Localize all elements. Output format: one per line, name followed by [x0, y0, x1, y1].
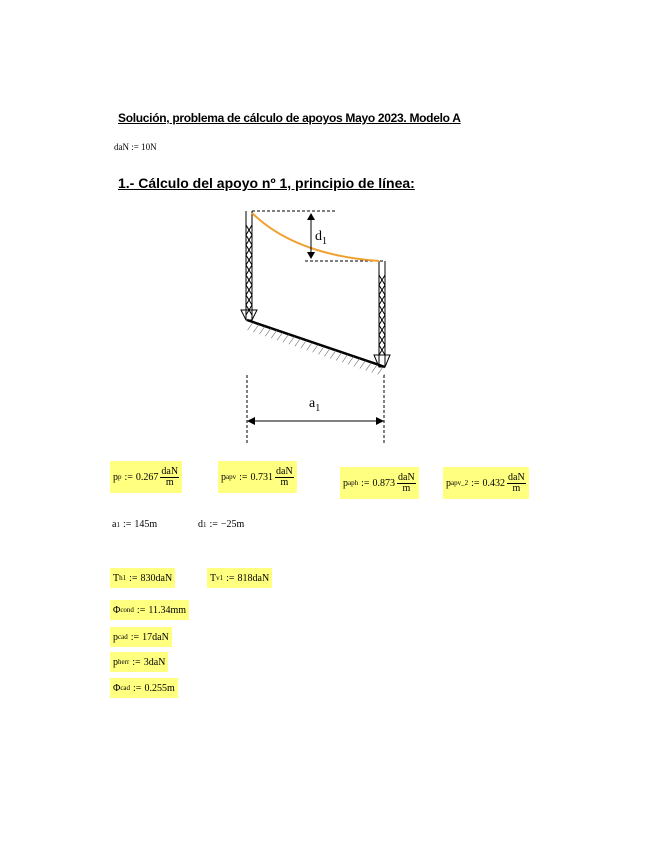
tv1-value: T v1 := 818daN [207, 568, 272, 588]
papv2-value: p apv_2 := 0.432 $\frac{\text{daN}}{m}$ [443, 467, 529, 499]
papv-value: p apv := 0.731 $\frac{\text{daN}}{m}$ [218, 461, 297, 493]
ground-hatch [247, 320, 385, 377]
pp-value: p p := 0.267 $\frac{\text{daN}}{m}$ [110, 461, 182, 493]
right-tower [374, 261, 390, 367]
document-title: Solución, problema de cálculo de apoyos Mayo 2023. Modelo A [118, 111, 461, 125]
p-cad-value: p cad := 17daN [110, 627, 172, 647]
d1-value: d 1 := −25m [198, 519, 245, 530]
p-herr-value: p herr := 3daN [110, 652, 168, 672]
th1-value: T h1 := 830daN [110, 568, 175, 588]
phi-cond-value: Φ cond := 11.34mm [110, 600, 189, 620]
paph-value: p aph := 0.873 $\frac{\text{daN}}{m}$ [340, 467, 419, 499]
left-tower [241, 211, 257, 320]
a1-value: a 1 := 145m [112, 519, 158, 530]
phi-cad-value: Φ cad := 0.255m [110, 678, 178, 698]
unit-definition: daN := 10N [114, 142, 157, 152]
d1-label: $d_1$ [315, 229, 327, 247]
section-heading: 1.- Cálculo del apoyo nº 1, principio de línea: [118, 175, 415, 191]
a1-label: $a_1$ [309, 396, 321, 414]
span-diagram [225, 205, 400, 450]
